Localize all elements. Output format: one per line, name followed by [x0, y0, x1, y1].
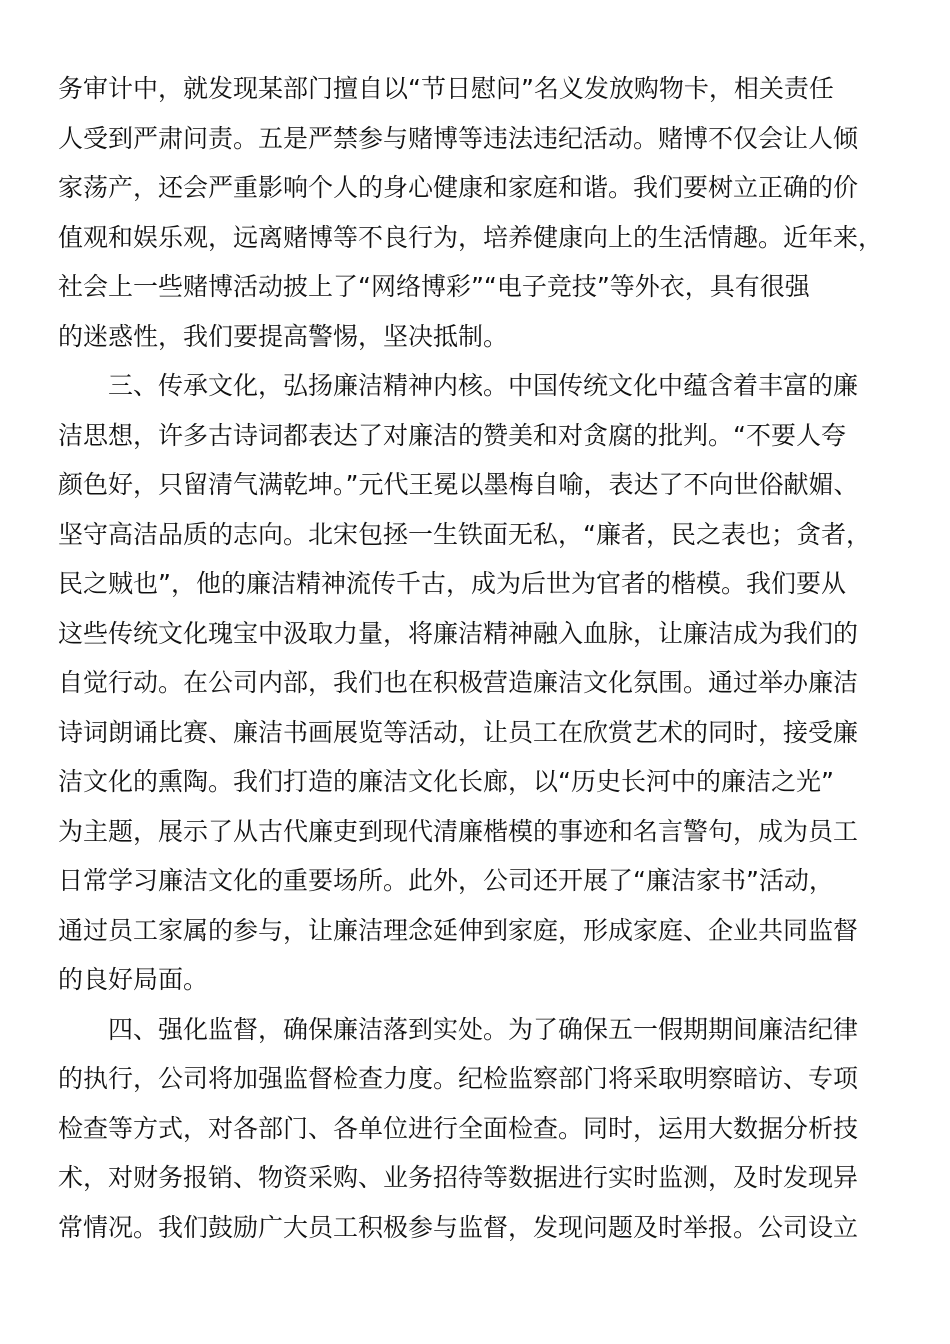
text-line: 通过员工家属的参与，让廉洁理念延伸到家庭，形成家庭、企业共同监督	[58, 915, 859, 945]
text-line: 家荡产，还会严重影响个人的身心健康和家庭和谐。我们要树立正确的价	[58, 173, 859, 202]
text-line: 民之贼也”，他的廉洁精神流传千古，成为后世为官者的楷模。我们要从	[58, 569, 846, 598]
paragraph-continuation	[58, 64, 888, 361]
paragraph-section-four	[58, 1005, 888, 1253]
text-line: 人受到严肃问责。五是严禁参与赌博等违法违纪活动。赌博不仅会让人倾	[58, 123, 859, 153]
text-line: 为主题，展示了从古代廉吏到现代清廉楷模的事迹和名言警句，成为员工	[58, 816, 859, 846]
text-line: 务审计中，就发现某部门擅自以“节日慰问”名义发放购物卡，相关责任	[58, 74, 834, 103]
text-line: 日常学习廉洁文化的重要场所。此外，公司还开展了“廉洁家书”活动，	[58, 866, 834, 895]
text-line: 颜色好，只留清气满乾坤。”元代王冕以墨梅自喻，表达了不向世俗献媚、	[58, 470, 859, 499]
text-line: 的良好局面。	[58, 965, 209, 994]
text-line: 的迷惑性，我们要提高警惕，坚决抵制。	[58, 321, 509, 351]
text-line: 常情况。我们鼓励广大员工积极参与监督，发现问题及时举报。公司设立	[58, 1212, 859, 1242]
text-line: 四、强化监督，确保廉洁落到实处。为了确保五一假期期间廉洁纪律	[58, 1014, 859, 1044]
document-body	[58, 64, 888, 1252]
text-line: 坚守高洁品质的志向。北宋包拯一生铁面无私，“廉者，民之表也；贪者，	[58, 519, 871, 549]
text-line: 值观和娱乐观，远离赌博等不良行为，培养健康向上的生活情趣。近年来，	[58, 222, 884, 252]
text-line: 检查等方式，对各部门、各单位进行全面检查。同时，运用大数据分析技	[58, 1113, 859, 1143]
text-line: 这些传统文化瑰宝中汲取力量，将廉洁精神融入血脉，让廉洁成为我们的	[58, 618, 859, 648]
paragraph-section-three	[58, 361, 888, 1005]
text-line: 三、传承文化，弘扬廉洁精神内核。中国传统文化中蕴含着丰富的廉	[58, 371, 859, 400]
text-line: 术，对财务报销、物资采购、业务招待等数据进行实时监测，及时发现异	[58, 1163, 859, 1192]
text-line: 的执行，公司将加强监督检查力度。纪检监察部门将采取明察暗访、专项	[58, 1064, 859, 1093]
text-line: 自觉行动。在公司内部，我们也在积极营造廉洁文化氛围。通过举办廉洁	[58, 668, 859, 697]
text-line: 洁文化的熏陶。我们打造的廉洁文化长廊，以“历史长河中的廉洁之光”	[58, 767, 834, 796]
text-line: 诗词朗诵比赛、廉洁书画展览等活动，让员工在欣赏艺术的同时，接受廉	[58, 717, 859, 747]
text-line: 洁思想，许多古诗词都表达了对廉洁的赞美和对贪腐的批判。“不要人夸	[58, 420, 846, 450]
text-line: 社会上一些赌博活动披上了“网络博彩”“电子竞技”等外衣，具有很强	[58, 272, 810, 301]
